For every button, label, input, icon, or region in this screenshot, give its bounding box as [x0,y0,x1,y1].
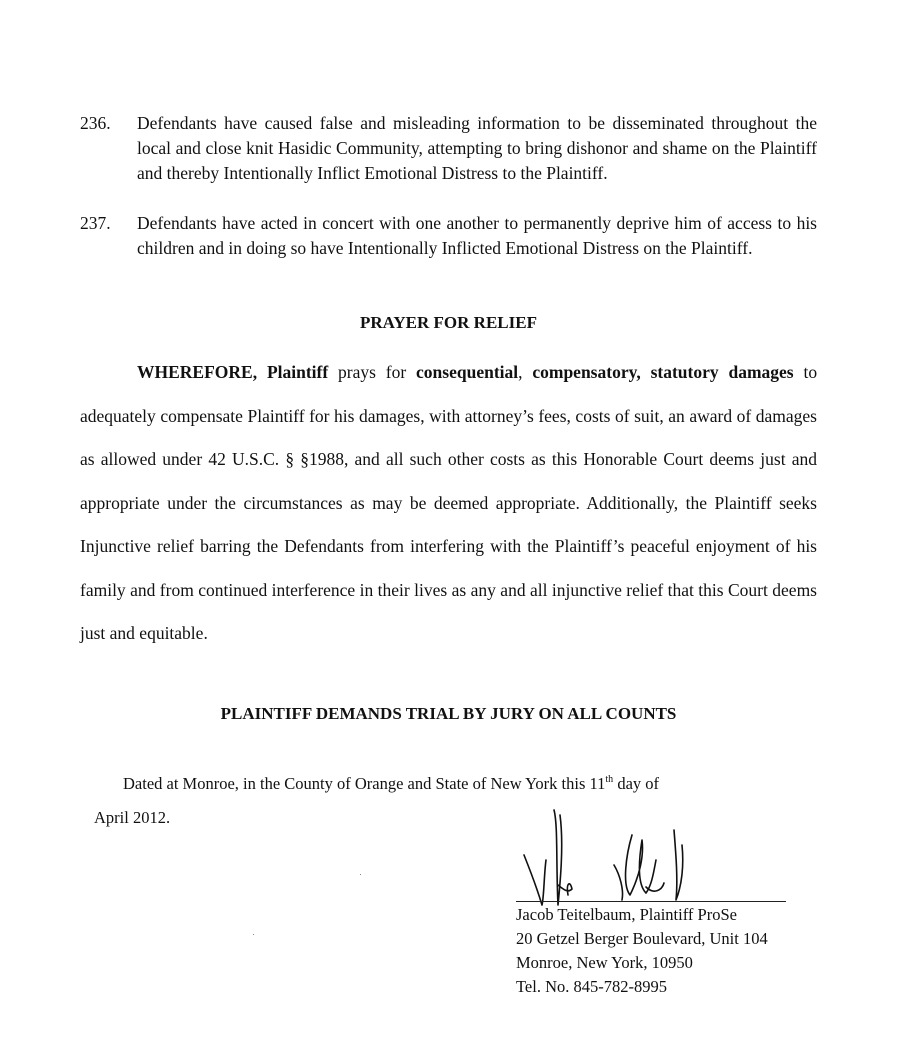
jury-demand-heading: PLAINTIFF DEMANDS TRIAL BY JURY ON ALL COUNTS [220,704,677,723]
paragraph-number: 236. [80,113,111,133]
dated-year: April 2012. [94,808,171,827]
dated-line [123,772,659,796]
paragraph-number: 237. [80,213,111,233]
paragraph-236 [80,111,817,186]
prayer-rest-text: to adequately compensate Plaintiff for his damages, with attorney’s fees, costs of suit, an award of damages as allowed under 42 U.S.C. § §1988, and all such other costs as this Honorable Court deems just and appropriate under the circumstances as may be deemed appropriate. Additionally, the Plaintiff seeks Injunctive relief barring the Defendants from interfering with the Plaintiff’s peaceful enjoyment of his family and from continued interference in their lives as any and all injunctive relief that this Court deems just and equitable. [80,362,818,643]
paragraph-text: Defendants have acted in concert with one another to permanently deprive him of access to his children and in doing so have Intentionally Inflicted Emotional Distress on the Plaintiff. [137,213,817,258]
prays-for-text: prays for [338,362,407,382]
signer-phone: Tel. No. 845-782-8995 [516,977,667,996]
dated-text: Dated at Monroe, in the County of Orange and State of New York this 11 [123,774,606,793]
handwritten-signature [514,805,714,915]
signer-address-line1: 20 Getzel Berger Boulevard, Unit 104 [516,929,768,948]
prayer-heading: PRAYER FOR RELIEF [360,313,537,332]
signature-line [516,901,786,902]
damages-text-a: consequential [416,362,519,382]
scan-speck [360,874,361,875]
scan-speck [253,934,254,935]
damages-text-b: compensatory, statutory damages [532,362,794,382]
paragraph-text: Defendants have caused false and misleading information to be disseminated throughout the local and close knit Hasidic Community, attempting to bring dishonor and shame on the Plaintiff and thereby Intentionally Inflict Emotional Distress to the Plaintiff. [137,113,817,183]
signature-block [516,903,768,999]
dated-text-end: day of [617,774,660,793]
paragraph-237 [80,211,817,261]
plaintiff-text: Plaintiff [266,362,329,382]
signer-name: Jacob Teitelbaum, Plaintiff ProSe [516,905,737,924]
wherefore-text: WHEREFORE, [137,362,258,382]
prayer-paragraph: WHEREFORE, Plaintiff prays for consequential, compensatory, statutory damages to adequately compensate Plaintiff for his damages, with attorney’s fees, costs of suit, an award of damages as allowed under 42 U.S.C. § §1988, and all such other costs as this Honorable Court deems just and appropriate under the circumstances as may be deemed appropriate. Additionally, the Plaintiff seeks Injunctive relief barring the Defendants from interfering with the Plaintiff’s peaceful enjoyment of his family and from continued interference in their lives as any and all injunctive relief that this Court deems just and equitable. [80,362,818,643]
signer-address-line2: Monroe, New York, 10950 [516,953,693,972]
dated-superscript: th [605,774,614,785]
